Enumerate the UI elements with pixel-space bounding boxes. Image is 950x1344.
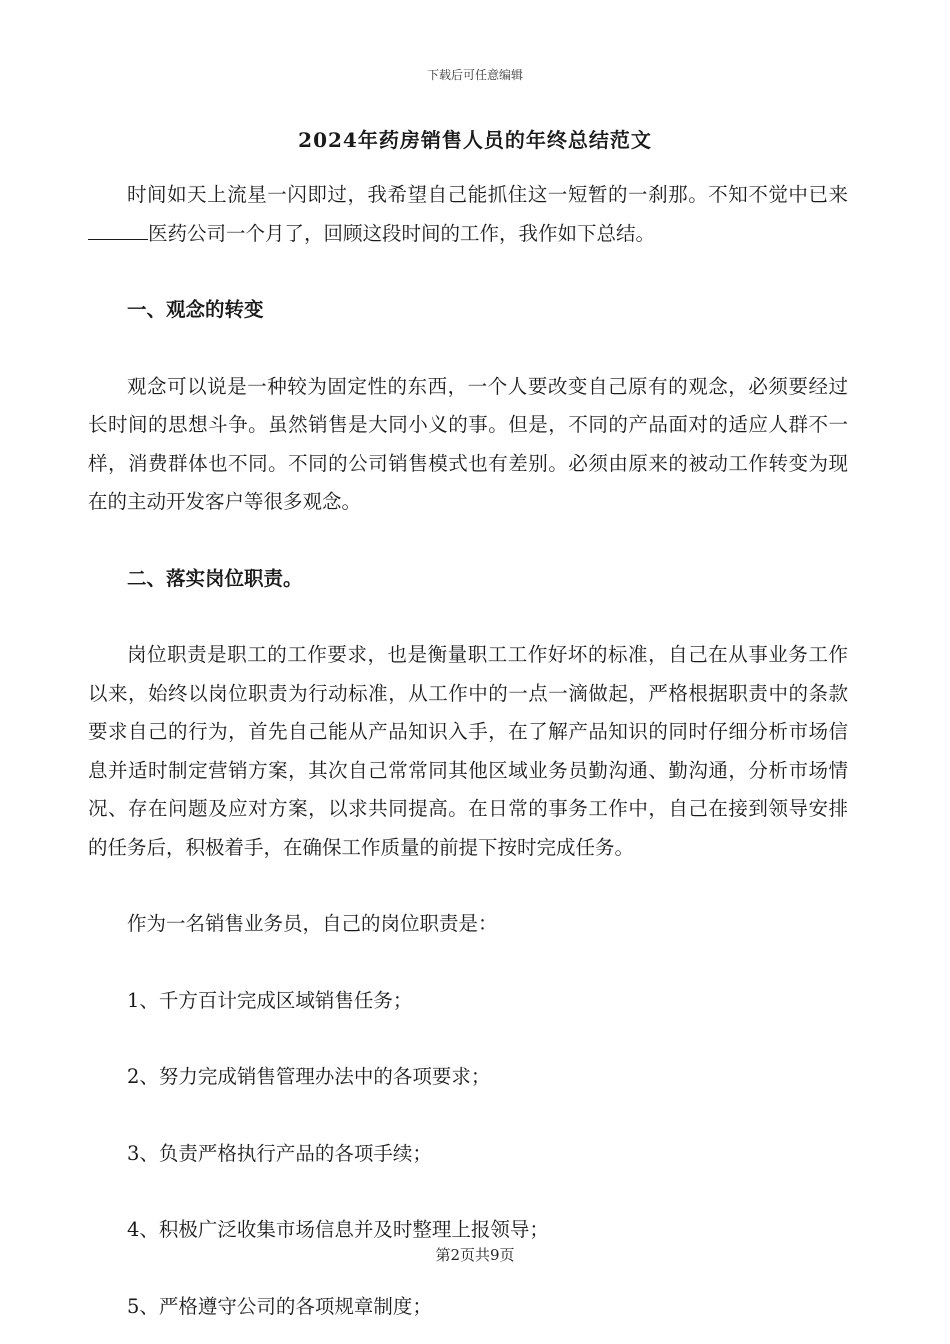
section-1-body: 观念可以说是一种较为固定性的东西，一个人要改变自己原有的观念，必须要经过长时间的思想斗争。虽然销售是大同小义的事。但是，不同的产品面对的适应人群不一样，消费群体也不同。不同的公司销售模式也有差别。必须由原来的被动工作转变为现在的主动开发客户等很多观念。 [88,374,848,513]
intro-paragraph [88,176,848,253]
page-footer-number: 第2页共9页 [435,1246,515,1264]
fill-in-blank [88,217,148,240]
section-2-body: 岗位职责是职工的工作要求，也是衡量职工工作好坏的标准，自己在从事业务工作以来，始终以岗位职责为行动标准，从工作中的一点一滴做起，严格根据职责中的条款要求自己的行为，首先自己能从产品知识入手，在了解产品知识的同时仔细分析市场信息并适时制定营销方案，其次自己常常同其他区域业务员勤沟通、勤沟通，分析市场情况、存在问题及应对方案，以求共同提高。在日常的事务工作中，自己在接到领导安排的任务后，积极着手，在确保工作质量的前提下按时完成任务。 [88,643,848,859]
intro-text-before: 时间如天上流星一闪即过，我希望自己能抓住这一短暂的一刹那。不知不觉中已来 [127,183,848,206]
duty-item-3: 3、负责严格执行产品的各项手续； [127,1141,432,1165]
document-title: 2024年药房销售人员的年终总结范文 [298,128,652,152]
document-body [88,176,848,1326]
duty-item-2: 2、努力完成销售管理办法中的各项要求； [127,1065,491,1088]
section-1-heading: 一、观念的转变 [127,298,264,321]
page-header-note: 下载后可任意编辑 [426,68,523,82]
section-2-heading: 二、落实岗位职责。 [127,566,303,590]
duty-item-1: 1、千方百计完成区域销售任务； [127,988,413,1012]
intro-text-after: 医药公司一个月了，回顾这段时间的工作，我作如下总结。 [148,221,656,245]
duty-item-5: 5、严格遵守公司的各项规章制度； [127,1294,432,1318]
duties-intro: 作为一名销售业务员，自己的岗位职责是： [127,912,498,935]
duty-item-4: 4、积极广泛收集市场信息并及时整理上报领导； [127,1218,549,1241]
